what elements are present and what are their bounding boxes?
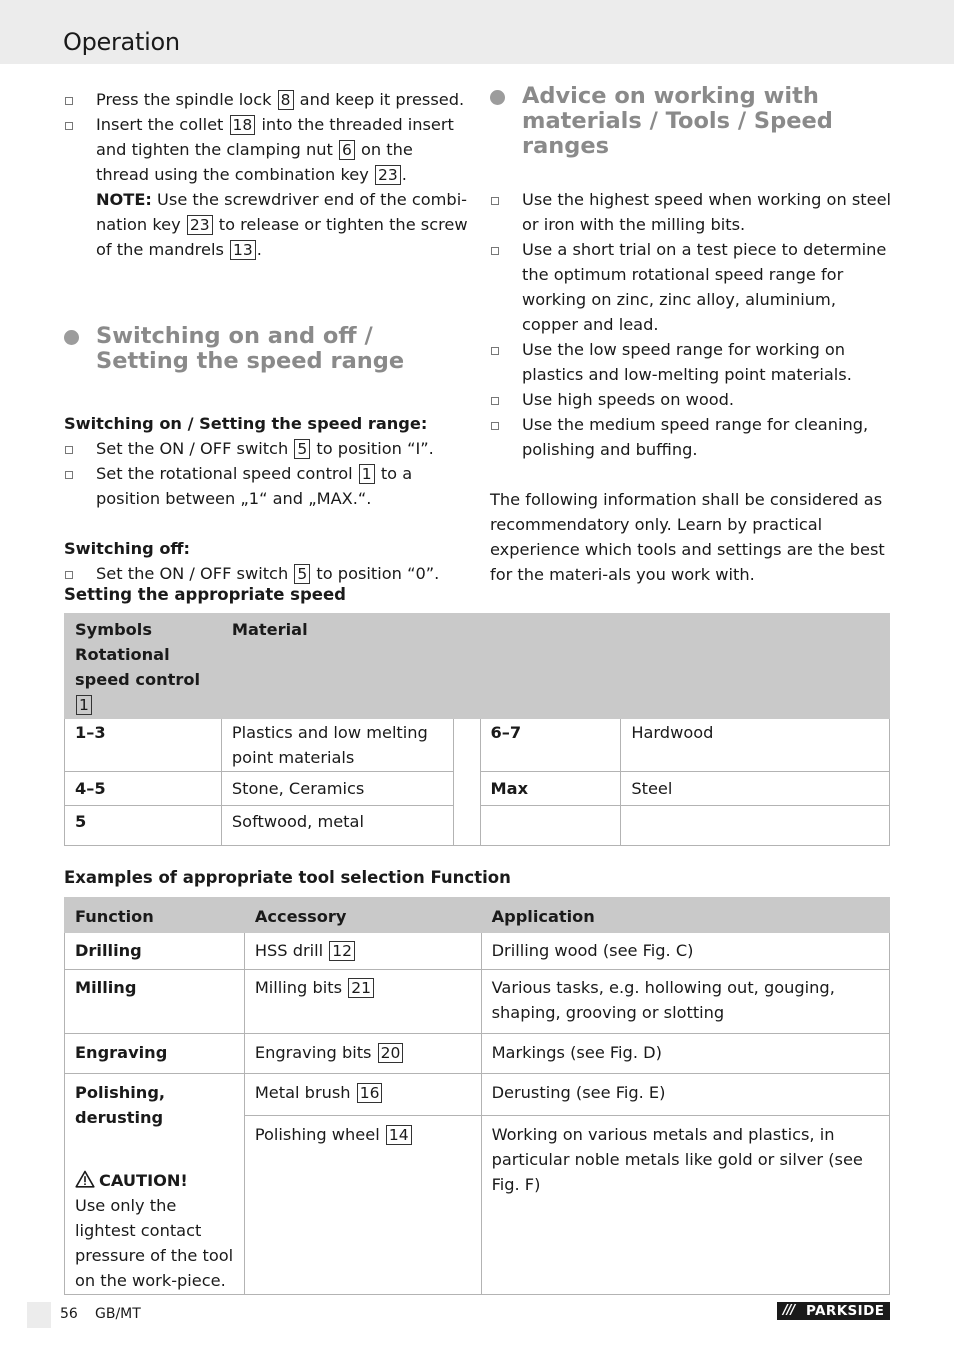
brand-name: PARKSIDE — [806, 1303, 885, 1319]
table-row — [65, 1034, 890, 1074]
material: Stone, Ceramics — [221, 772, 453, 806]
speed-table-title: Setting the appropriate speed — [64, 585, 346, 604]
part-ref: 1 — [359, 464, 375, 484]
table-row — [65, 1074, 890, 1116]
speed-symbol: Max — [480, 772, 621, 806]
list-item: Use the highest speed when working on steel or iron with the milling bits. — [490, 187, 892, 237]
speed-symbol: 1–3 — [65, 719, 222, 772]
right-column — [490, 84, 892, 587]
accessory-cell: Metal brush 16 — [244, 1074, 481, 1116]
caution-heading — [75, 1168, 235, 1193]
header-bar — [0, 0, 954, 64]
page-title: Operation — [63, 28, 180, 56]
list-item: Set the ON / OFF switch 5 to position “0”. — [64, 561, 468, 586]
part-ref: 12 — [329, 941, 355, 961]
application-cell: Various tasks, e.g. hollowing out, gouging, shaping, grooving or slotting — [481, 970, 889, 1034]
list-item: Insert the collet 18 into the threaded insert and tighten the clamping nut 6 on the thread using the combination key 23 . — [64, 112, 468, 187]
section-heading-advice: Advice on working with materials / Tools / Speed ranges — [490, 84, 892, 159]
header-function: Function — [65, 898, 245, 933]
tool-table — [64, 897, 890, 1295]
part-ref: 5 — [294, 439, 310, 459]
page-number: 56 — [60, 1306, 78, 1322]
list-item: Use the medium speed range for cleaning, polishing and buffing. — [490, 412, 892, 462]
material: Softwood, metal — [221, 806, 453, 846]
subheading-switching-on: Switching on / Setting the speed range: — [64, 414, 428, 433]
list-item: Use a short trial on a test piece to determine the optimum rotational speed range for working on zinc, zinc alloy, aluminium, copper and lead. — [490, 237, 892, 337]
function-cell: Milling — [65, 970, 245, 1034]
speed-symbol: 4–5 — [65, 772, 222, 806]
list-item: Set the ON / OFF switch 5 to position “I”. — [64, 436, 468, 461]
part-ref: 21 — [348, 978, 374, 998]
material: Hardwood — [621, 719, 890, 772]
part-ref: 6 — [339, 140, 355, 160]
part-ref: 23 — [187, 215, 213, 235]
accessory-cell: Engraving bits 20 — [244, 1034, 481, 1074]
note-paragraph: NOTE: Use the screwdriver end of the combi-nation key 23 to release or tighten the screw of the mandrels 13 . — [96, 190, 468, 259]
note-label: NOTE: — [96, 190, 152, 209]
function-cell-polishing: Polishing, derusting CAUTION! Use only the lightest contact pressure of the tool on the work-piece. — [65, 1074, 245, 1295]
part-ref: 18 — [230, 115, 256, 135]
parkside-logo — [777, 1302, 890, 1320]
speed-table — [64, 613, 890, 846]
material — [621, 806, 890, 846]
table-row — [65, 719, 890, 772]
warning-icon — [75, 1170, 95, 1188]
advice-list — [490, 187, 892, 462]
part-ref: 5 — [294, 564, 310, 584]
table-row — [65, 933, 890, 970]
function-cell: Engraving — [65, 1034, 245, 1074]
part-ref: 16 — [357, 1083, 383, 1103]
header-material: Material — [221, 614, 889, 719]
footer-page-box — [27, 1302, 51, 1328]
part-ref: 20 — [378, 1043, 404, 1063]
list-item: Use high speeds on wood. — [490, 387, 892, 412]
accessory-cell: Milling bits 21 — [244, 970, 481, 1034]
accessory-cell: Polishing wheel 14 — [244, 1116, 481, 1295]
left-column — [64, 87, 468, 586]
subheading-switching-off: Switching off: — [64, 539, 191, 558]
application-cell: Drilling wood (see Fig. C) — [481, 933, 889, 970]
header-application: Application — [481, 898, 889, 933]
table-row — [65, 970, 890, 1034]
language-code: GB/MT — [95, 1306, 141, 1322]
header-accessory: Accessory — [244, 898, 481, 933]
list-item: Press the spindle lock 8 and keep it pressed. — [64, 87, 468, 112]
speed-symbol: 5 — [65, 806, 222, 846]
switching-on-list — [64, 436, 468, 511]
part-ref: 1 — [76, 695, 92, 715]
table-header-row — [65, 898, 890, 933]
caution-title: CAUTION! — [99, 1171, 188, 1190]
logo-stripes-icon: /// — [783, 1303, 795, 1318]
section-heading-switching: Switching on and off / Setting the speed range — [64, 324, 468, 374]
application-cell: Working on various metals and plastics, in particular noble metals like gold or silver (see Fig. F) — [481, 1116, 889, 1295]
application-cell: Markings (see Fig. D) — [481, 1034, 889, 1074]
speed-symbol: 6–7 — [480, 719, 621, 772]
speed-symbol — [480, 806, 621, 846]
recommendation-paragraph: The following information shall be considered as recommendatory only. Learn by practical experience which tools and settings are the best for the materi-als you work with. — [490, 490, 885, 584]
caution-text: Use only the lightest contact pressure of the tool on the work-piece. — [75, 1196, 234, 1290]
material: Steel — [621, 772, 890, 806]
tool-table-title: Examples of appropriate tool selection Function — [64, 868, 511, 887]
part-ref: 13 — [230, 240, 256, 260]
function-cell: Drilling — [65, 933, 245, 970]
steps-list — [64, 87, 468, 187]
material: Plastics and low melting point materials — [221, 719, 453, 772]
part-ref: 23 — [375, 165, 401, 185]
accessory-cell: HSS drill 12 — [244, 933, 481, 970]
part-ref: 8 — [278, 90, 294, 110]
switching-off-list — [64, 561, 468, 586]
list-item: Use the low speed range for working on plastics and low-melting point materials. — [490, 337, 892, 387]
part-ref: 14 — [386, 1125, 412, 1145]
header-symbols: Symbols Rotational speed control 1 — [65, 614, 222, 719]
application-cell: Derusting (see Fig. E) — [481, 1074, 889, 1116]
table-header-row — [65, 614, 890, 719]
spacer-cell — [453, 719, 480, 846]
list-item: Set the rotational speed control 1 to a position between „1“ and „MAX.“. — [64, 461, 468, 511]
